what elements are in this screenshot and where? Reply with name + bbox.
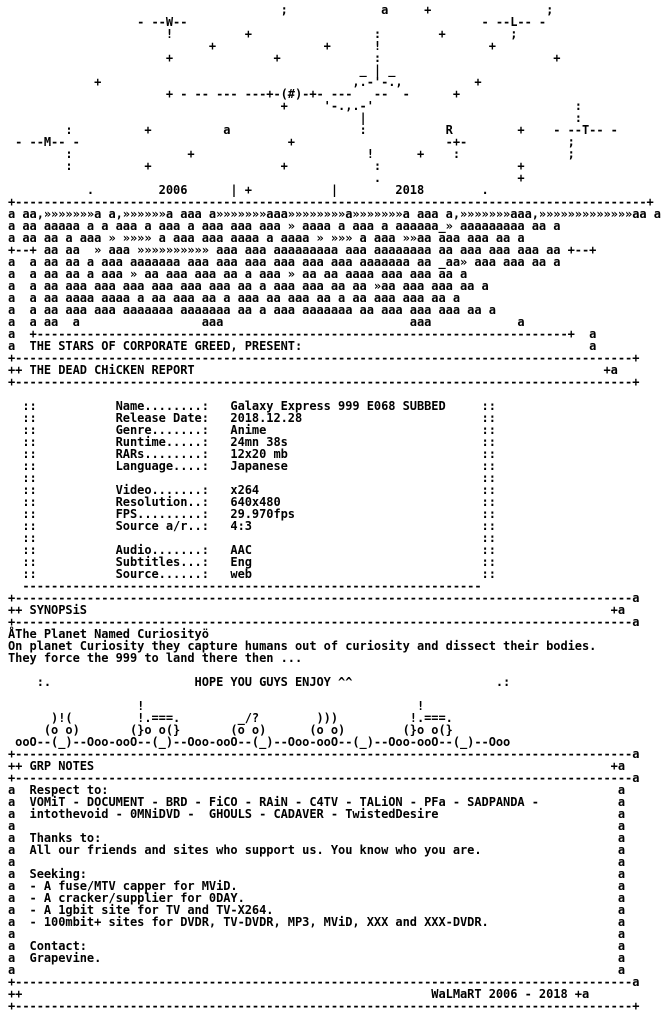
nfo-line: :: RARs........: 12x20 mb :: <box>8 447 496 461</box>
nfo-line: a THE STARS OF CORPORATE GREED, PRESENT: a <box>8 339 597 353</box>
nfo-line: a a aa a aaa aaa a <box>8 315 525 329</box>
nfo-line: :: Audio.......: AAC :: <box>8 543 496 557</box>
nfo-line: ++ GRP NOTES +a <box>8 759 626 773</box>
nfo-line: ÅThe Planet Named Curiosityö <box>8 627 209 641</box>
nfo-line: a a aa aaa aaa aaaaaaa aaaaaaa aa a aaa aaaaaaa aa aaa aaa aaa aa a <box>8 303 496 317</box>
nfo-line: ++ SYNOPSiS +a <box>8 603 626 617</box>
nfo-line: +--------------------------------------------------------------------------------------+ <box>8 375 640 389</box>
nfo-line: On planet Curiosity they capture humans out of curiosity and dissect their bodies. <box>8 639 597 653</box>
nfo-line: :: Source a/r..: 4:3 :: <box>8 519 496 533</box>
nfo-line: a aa aa a aaa » »»»» a aaa aaa aaaa a aaaa » »»» a aaa »»aa aaa aaa aa a <box>8 231 525 245</box>
nfo-line: a intothevoid - 0MNiDVD - GHOULS - CADAVER - TwistedDesire a <box>8 807 626 821</box>
nfo-line: . 2006 | + | 2018 . <box>8 183 489 197</box>
nfo-line: :: Name........: Galaxy Express 999 E068 SUBBED :: <box>8 399 496 413</box>
nfo-line: a aa aaaaa a a aaa a aaa a aaa aaa aaa » aaaa a aaa a aaaaaa_» aaaaaaaaa aa a <box>8 219 561 233</box>
nfo-line: - --W-- - --L-- - <box>8 15 547 29</box>
nfo-line: . + <box>8 171 525 185</box>
nfo-line: a - A fuse/MTV capper for MViD. a <box>8 879 626 893</box>
nfo-line: a a aa aa a aaa » aa aaa aaa aa a aaa » aa aa aaaa aaa aaa aa a <box>8 267 468 281</box>
nfo-line: :: Source......: web :: <box>8 567 496 581</box>
nfo-line: They force the 999 to land there then ... <box>8 651 303 665</box>
nfo-line: : + a : R + - --T-- - <box>8 123 618 137</box>
nfo-line: :: Release Date: 2018.12.28 :: <box>8 411 496 425</box>
nfo-line: + + ! + <box>8 39 496 53</box>
nfo-line: : + + : + <box>8 159 525 173</box>
nfo-line: ooO--(_)--Ooo-ooO--(_)--Ooo-ooO--(_)--Ooo-ooO--(_)--Ooo-ooO--(_)--Ooo <box>8 735 511 749</box>
nfo-line: a a aa aa a aaa aaaaaaa aaa aaa aaa aaa aaa aaa aaaaaaa aa _aa» aaa aaa aa a <box>8 255 561 269</box>
nfo-line: a - A cracker/supplier for 0DAY. a <box>8 891 626 905</box>
nfo-line: a a <box>8 855 626 869</box>
nfo-line: : + ! + : ; <box>8 147 575 161</box>
nfo-line: :: Subtitles...: Eng :: <box>8 555 496 569</box>
nfo-line: ! + : + ; <box>8 27 518 41</box>
nfo-line: +--------------------------------------------------------------------------------------a <box>8 975 640 989</box>
nfo-line: _ | _ <box>8 63 396 77</box>
nfo-line: + ,.-'-., + <box>8 75 482 89</box>
nfo-line: :: Language....: Japanese :: <box>8 459 496 473</box>
nfo-line: )!( !.===. _/? ))) !.===. <box>8 711 453 725</box>
nfo-line: a a aa aaaa aaaa a aa aaa aa a aaa aa aaa aa a aa aaa aaa aa a <box>8 291 461 305</box>
nfo-line: :: Runtime.....: 24mn 38s :: <box>8 435 496 449</box>
nfo-line: a a <box>8 927 626 941</box>
nfo-line: +--------------------------------------------------------------------------------------+ <box>8 999 640 1013</box>
nfo-line: :: :: <box>8 471 496 485</box>
nfo-line: +--------------------------------------------------------------------------------------+ <box>8 351 640 365</box>
nfo-line: a Seeking: a <box>8 867 626 881</box>
nfo-line: a a <box>8 819 626 833</box>
nfo-line: +--------------------------------------------------------------------------------------a <box>8 771 640 785</box>
nfo-line: a Respect to: a <box>8 783 626 797</box>
nfo-line: ! ! <box>8 699 425 713</box>
nfo-line: ---------------------------------------------------------------- <box>8 579 482 593</box>
nfo-line: a aa,»»»»»»»a a,»»»»»»a aaa a»»»»»»»aaa»»»»»»»»a»»»»»»»a aaa a,»»»»»»»aaa,»»»»»»»»»»»»»aa a <box>8 207 661 221</box>
nfo-line: + '-.,.-' : <box>8 99 582 113</box>
nfo-line: ; a + ; <box>8 3 554 17</box>
nfo-line: a a <box>8 963 626 977</box>
nfo-line: ++ THE DEAD CHiCKEN REPORT +a <box>8 363 618 377</box>
nfo-line: - --M-- - + -+- ; <box>8 135 575 149</box>
nfo-line: +----------------------------------------------------------------------------------------+ <box>8 195 654 209</box>
nfo-line: a +--------------------------------------------------------------------------+ a <box>8 327 597 341</box>
nfo-line: :. HOPE YOU GUYS ENJOY ^^ .: <box>8 675 511 689</box>
nfo-line: :: Genre.......: Anime :: <box>8 423 496 437</box>
nfo-line: a - 100mbit+ sites for DVDR, TV-DVDR, MP3, MViD, XXX and XXX-DVDR. a <box>8 915 626 929</box>
nfo-line: a Grapevine. a <box>8 951 626 965</box>
nfo-line: + + : + <box>8 51 561 65</box>
nfo-line: a - A 1gbit site for TV and TV-X264. a <box>8 903 626 917</box>
nfo-line: +--------------------------------------------------------------------------------------a <box>8 615 640 629</box>
nfo-line: + - -- --- ---+-(#)-+- --- -- - + <box>8 87 461 101</box>
nfo-line: +--------------------------------------------------------------------------------------a <box>8 591 640 605</box>
nfo-line: a Contact: a <box>8 939 626 953</box>
nfo-line: a VOMiT - DOCUMENT - BRD - FiCO - RAiN - C4TV - TALiON - PFa - SADPANDA - a <box>8 795 626 809</box>
nfo-line: ++ WaLMaRT 2006 - 2018 +a <box>8 987 590 1001</box>
nfo-line: a Thanks to: a <box>8 831 626 845</box>
nfo-line: a All our friends and sites who support us. You know who you are. a <box>8 843 626 857</box>
nfo-line: +--+ aa aa » aaa »»»»»»»»»» aaa aaa aaaaaaaaa aaa aaaaaaaa aa aaa aaa aaa aa +--+ <box>8 243 597 257</box>
nfo-line: a a aa aaa aaa aaa aaa aaa aaa aa a aaa aaa aa aa »aa aaa aaa aa a <box>8 279 489 293</box>
nfo-line: :: Video.......: x264 :: <box>8 483 496 497</box>
nfo-line: +--------------------------------------------------------------------------------------a <box>8 747 640 761</box>
nfo-line: :: Resolution..: 640x480 :: <box>8 495 496 509</box>
nfo-line: :: FPS.........: 29.970fps :: <box>8 507 496 521</box>
nfo-line: | : <box>8 111 582 125</box>
nfo-line: (o o) (}o o(} (o o) (o o) (}o o(} <box>8 723 453 737</box>
nfo-line: :: :: <box>8 531 496 545</box>
